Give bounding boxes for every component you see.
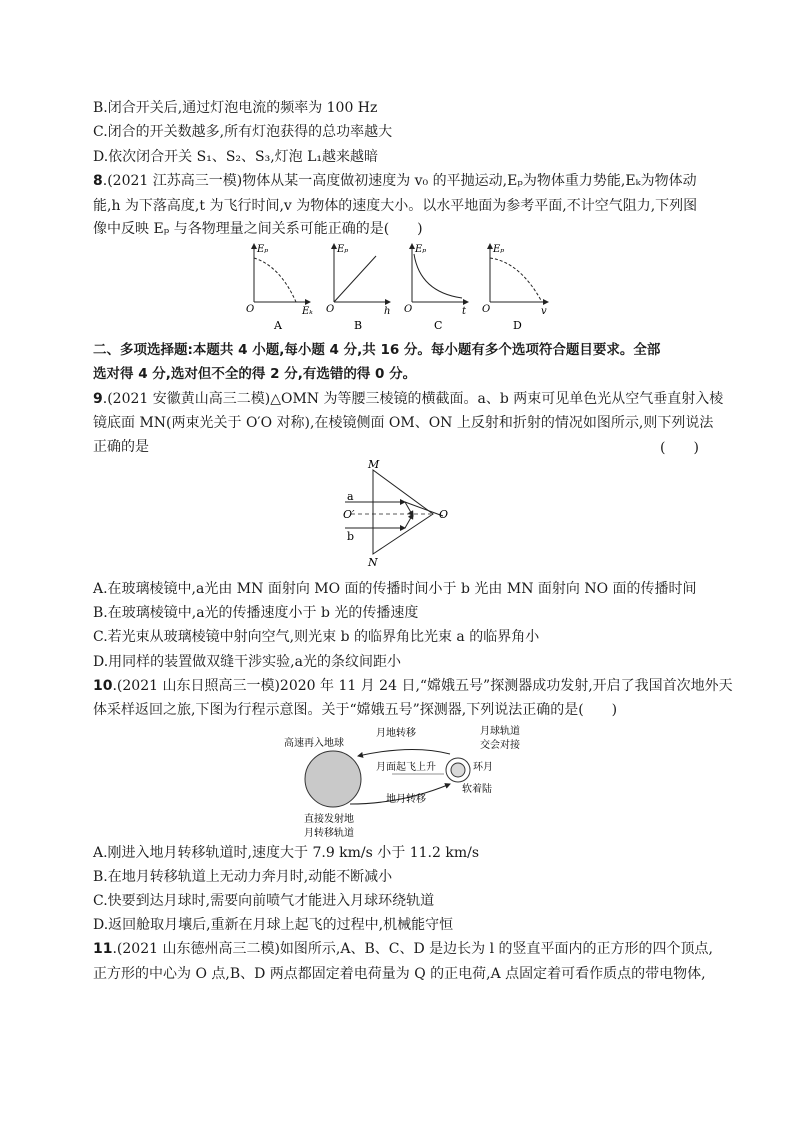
graph-a-ylabel: Eₚ <box>257 244 269 255</box>
graph-a-xlabel: Eₖ <box>302 306 313 317</box>
q8-number: 8 <box>93 173 103 189</box>
q8-line1 <box>93 171 697 191</box>
q9-option-d: D.用同样的装置做双缝干涉实验,a光的条纹间距小 <box>93 654 401 670</box>
q11-text1: .(2021 山东德州高三二模)如图所示,A、B、C、D 是边长为 l 的竖直平面内的正方形的四个顶点, <box>112 941 713 957</box>
q9-number: 9 <box>93 391 103 407</box>
graph-a-origin: O <box>246 304 255 315</box>
q11-line1 <box>93 939 713 959</box>
label-launch-1: 直接发射地 <box>304 814 354 825</box>
q10-line1 <box>93 676 733 696</box>
q8-line2: 能,h 为下落高度,t 为飞行时间,v 为物体的速度大小。以水平地面为参考平面,不计空气阻力,下列图 <box>93 198 698 214</box>
earth-circle <box>305 751 361 807</box>
q10-option-b: B.在地月转移轨道上无动力奔月时,动能不断减小 <box>93 869 393 885</box>
label-m: M <box>368 458 380 471</box>
graph-b-ylabel: Eₚ <box>337 244 349 255</box>
moon-circle <box>451 763 465 777</box>
curve-d <box>490 258 542 302</box>
graph-c-ylabel: Eₚ <box>415 244 427 255</box>
q7-option-c: C.闭合的开关数越多,所有灯泡获得的总功率越大 <box>93 124 393 140</box>
moon-earth-arrow <box>358 749 450 756</box>
q10-option-c: C.快要到达月球时,需要向前喷气才能进入月球环绕轨道 <box>93 893 435 909</box>
beam-b-reflected <box>405 514 413 528</box>
q8-text1: .(2021 江苏高三一模)物体从某一高度做初速度为 v₀ 的平抛运动,Eₚ为物体重力势能,Eₖ为物体动 <box>102 173 697 189</box>
prism-triangle <box>373 470 433 554</box>
graph-c <box>404 244 468 332</box>
section2-heading-line2: 选对得 4 分,选对但不全的得 2 分,有选错的得 0 分。 <box>93 366 417 382</box>
q9-line1 <box>93 389 723 409</box>
label-earth-moon: 地月转移 <box>386 794 426 805</box>
label-orbit-moon: 环月 <box>473 762 493 773</box>
graph-d-ylabel: Eₚ <box>493 244 505 255</box>
q10-number: 10 <box>93 678 113 694</box>
graph-d-letter: D <box>513 319 522 332</box>
label-launch-2: 月转移轨道 <box>304 828 354 839</box>
graph-c-xlabel: t <box>462 306 467 317</box>
graph-a <box>246 244 313 332</box>
q9-option-b: B.在玻璃棱镜中,a光的传播速度小于 b 光的传播速度 <box>93 605 419 621</box>
q8-line3: 像中反映 Eₚ 与各物理量之间关系可能正确的是( ) <box>93 221 423 237</box>
q10-text1: .(2021 山东日照高三一模)2020 年 11 月 24 日,“嫦娥五号”探测器成功发射,开启了我国首次地外天 <box>112 678 733 694</box>
graph-c-origin: O <box>404 304 413 315</box>
q10-line2: 体采样返回之旅,下图为行程示意图。关于“嫦娥五号”探测器,下列说法正确的是( ) <box>93 702 618 718</box>
graph-b-xlabel: h <box>384 306 391 317</box>
label-n: N <box>368 556 378 569</box>
graph-b-origin: O <box>326 304 335 315</box>
q8-graphs <box>230 240 560 335</box>
section2-heading-line1: 二、多项选择题:本题共 4 小题,每小题 4 分,共 16 分。每小题有多个选项符合题目要求。全部 <box>93 342 661 358</box>
q11-line2: 正方形的中心为 O 点,B、D 两点都固定着电荷量为 Q 的正电荷,A 点固定着可看作质点的带电物体, <box>93 966 706 982</box>
q9-line3: 正确的是 <box>93 439 149 455</box>
label-soft-land: 软着陆 <box>462 784 492 795</box>
q9-text1: .(2021 安徽黄山高三二模)△OMN 为等腰三棱镜的横截面。a、b 两束可见单色光从空气垂直射入棱 <box>102 391 724 407</box>
label-moon-earth: 月地转移 <box>376 728 416 739</box>
label-o-prime: O′ <box>343 508 355 521</box>
graph-a-letter: A <box>274 319 282 332</box>
curve-b <box>334 256 376 302</box>
label-b: b <box>347 530 355 543</box>
label-reenter: 高速再入地球 <box>284 738 344 749</box>
label-lunar-orbit-1: 月球轨道 <box>480 726 520 737</box>
graph-b-letter: B <box>354 319 363 332</box>
q10-option-a: A.刚进入地月转移轨道时,速度大于 7.9 km/s 小于 11.2 km/s <box>93 845 480 861</box>
label-a: a <box>347 490 354 503</box>
q9-option-c: C.若光束从玻璃棱镜中射向空气,则光束 b 的临界角比光束 a 的临界角小 <box>93 629 540 645</box>
graph-c-letter: C <box>434 319 443 332</box>
graph-b <box>326 244 390 332</box>
q7-option-d: D.依次闭合开关 S₁、S₂、S₃,灯泡 L₁越来越暗 <box>93 149 379 165</box>
curve-c <box>414 254 462 298</box>
q7-option-b: B.闭合开关后,通过灯泡电流的频率为 100 Hz <box>93 100 378 116</box>
graph-d <box>482 244 548 332</box>
q9-answer-paren: ( ) <box>660 440 699 456</box>
label-lunar-orbit-2: 交会对接 <box>480 740 520 751</box>
curve-a <box>254 258 296 302</box>
graph-d-origin: O <box>482 304 491 315</box>
q9-option-a: A.在玻璃棱镜中,a光由 MN 面射向 MO 面的传播时间小于 b 光由 MN 面射向 NO 面的传播时间 <box>93 581 697 597</box>
q10-option-d: D.返回舱取月壤后,重新在月球上起飞的过程中,机械能守恒 <box>93 917 454 933</box>
q10-trip-diagram <box>272 722 532 840</box>
graph-d-xlabel: v <box>541 306 547 317</box>
q9-prism-diagram <box>335 458 465 570</box>
q11-number: 11 <box>93 941 113 957</box>
label-liftoff: 月面起飞上升 <box>376 762 436 773</box>
q9-line2: 镜底面 MN(两束光关于 O′O 对称),在棱镜侧面 OM、ON 上反射和折射的情况如图所示,则下列说法 <box>93 415 714 431</box>
label-o: O <box>439 508 449 521</box>
